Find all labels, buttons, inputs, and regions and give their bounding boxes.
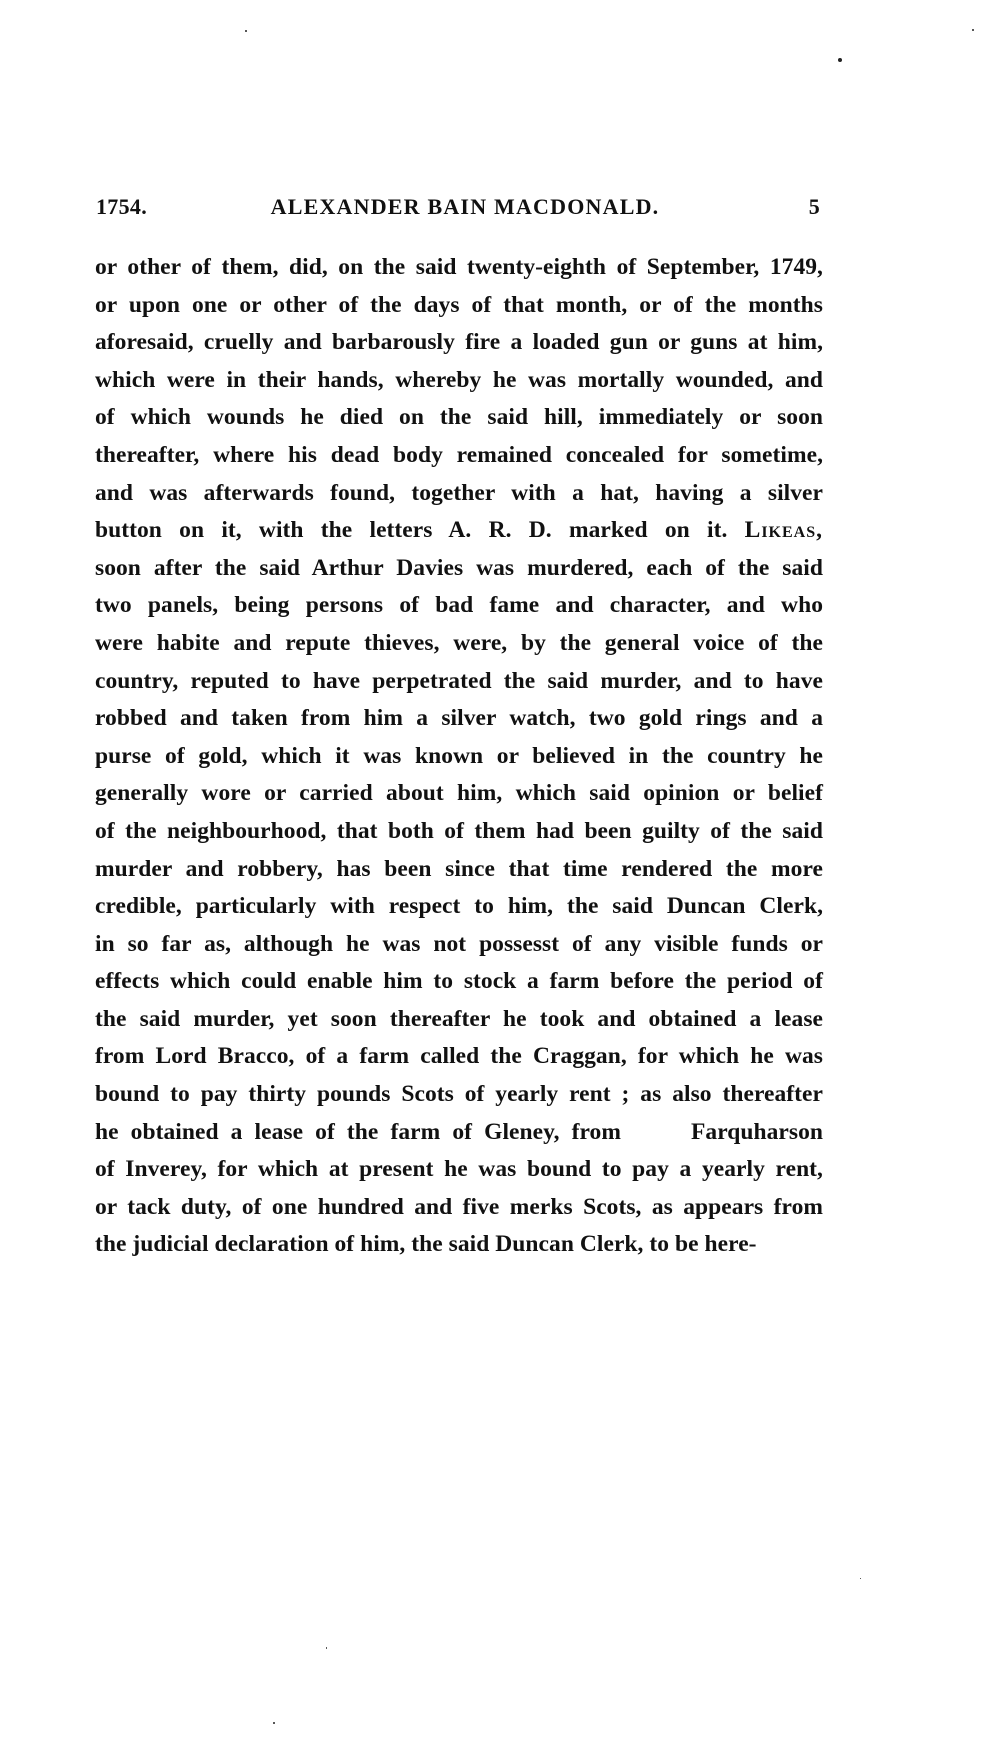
text-line: or upon one or other of the days of that month, or of the months	[95, 291, 823, 318]
text-line: country, reputed to have perpetrated the said murder, and to have	[95, 667, 823, 694]
scan-speck	[860, 1578, 861, 1579]
smallcaps-word: Likeas,	[744, 517, 823, 544]
text-line: or tack duty, of one hundred and five merks Scots, as appears from	[95, 1193, 823, 1220]
text-line: or other of them, did, on the said twenty-eighth of September, 1749,	[95, 254, 823, 280]
text-line: robbed and taken from him a silver watch, two gold rings and a	[95, 705, 823, 732]
text-line: were habite and repute thieves, were, by the general voice of the	[95, 629, 823, 656]
text-line: thereafter, where his dead body remained concealed for sometime,	[95, 441, 823, 468]
text-line: the judicial declaration of him, the said Duncan Clerk, to be here-	[95, 1231, 757, 1258]
text-line: from Lord Bracco, of a farm called the Craggan, for which he was	[95, 1043, 823, 1070]
text-line: which were in their hands, whereby he was mortally wounded, and	[95, 366, 823, 393]
scan-speck	[972, 29, 974, 31]
scan-speck	[326, 1647, 327, 1649]
text-line-main: he obtained a lease of the farm of Gleney, from	[95, 1118, 621, 1145]
text-line: bound to pay thirty pounds Scots of yearly rent ; as also thereafter	[95, 1081, 823, 1108]
scan-speck	[273, 1722, 275, 1724]
text-line: of Inverey, for which at present he was bound to pay a yearly rent,	[95, 1156, 823, 1183]
text-line: soon after the said Arthur Davies was murdered, each of the said	[95, 554, 823, 581]
running-head-title: ALEXANDER BAIN MACDONALD.	[270, 194, 660, 219]
running-head-year: 1754.	[96, 194, 147, 219]
text-line: of which wounds he died on the said hill, immediately or soon	[95, 404, 823, 431]
text-line	[95, 512, 823, 550]
text-line: purse of gold, which it was known or believed in the country he	[95, 742, 823, 769]
text-line	[95, 1114, 823, 1152]
running-head	[96, 194, 820, 224]
text-line: of the neighbourhood, that both of them had been guilty of the said	[95, 817, 823, 844]
text-line: in so far as, although he was not possesst of any visible funds or	[95, 930, 823, 957]
text-line-main: button on it, with the letters A. R. D. marked on it.	[95, 517, 728, 544]
text-line: generally wore or carried about him, which said opinion or belief	[95, 780, 823, 807]
body-text	[95, 249, 823, 1264]
text-line: two panels, being persons of bad fame and character, and who	[95, 592, 823, 619]
surname-word: Farquharson	[690, 1118, 823, 1145]
scan-speck	[838, 58, 842, 62]
text-line: credible, particularly with respect to him, the said Duncan Clerk,	[95, 893, 823, 920]
text-line: effects which could enable him to stock a farm before the period of	[95, 968, 823, 995]
scan-speck	[245, 30, 247, 32]
text-line: aforesaid, cruelly and barbarously fire a loaded gun or guns at him,	[95, 329, 823, 356]
text-line: murder and robbery, has been since that time rendered the more	[95, 855, 823, 882]
text-line: the said murder, yet soon thereafter he took and obtained a lease	[95, 1005, 823, 1032]
text-line: and was afterwards found, together with a hat, having a silver	[95, 479, 823, 506]
page-number: 5	[808, 194, 820, 219]
